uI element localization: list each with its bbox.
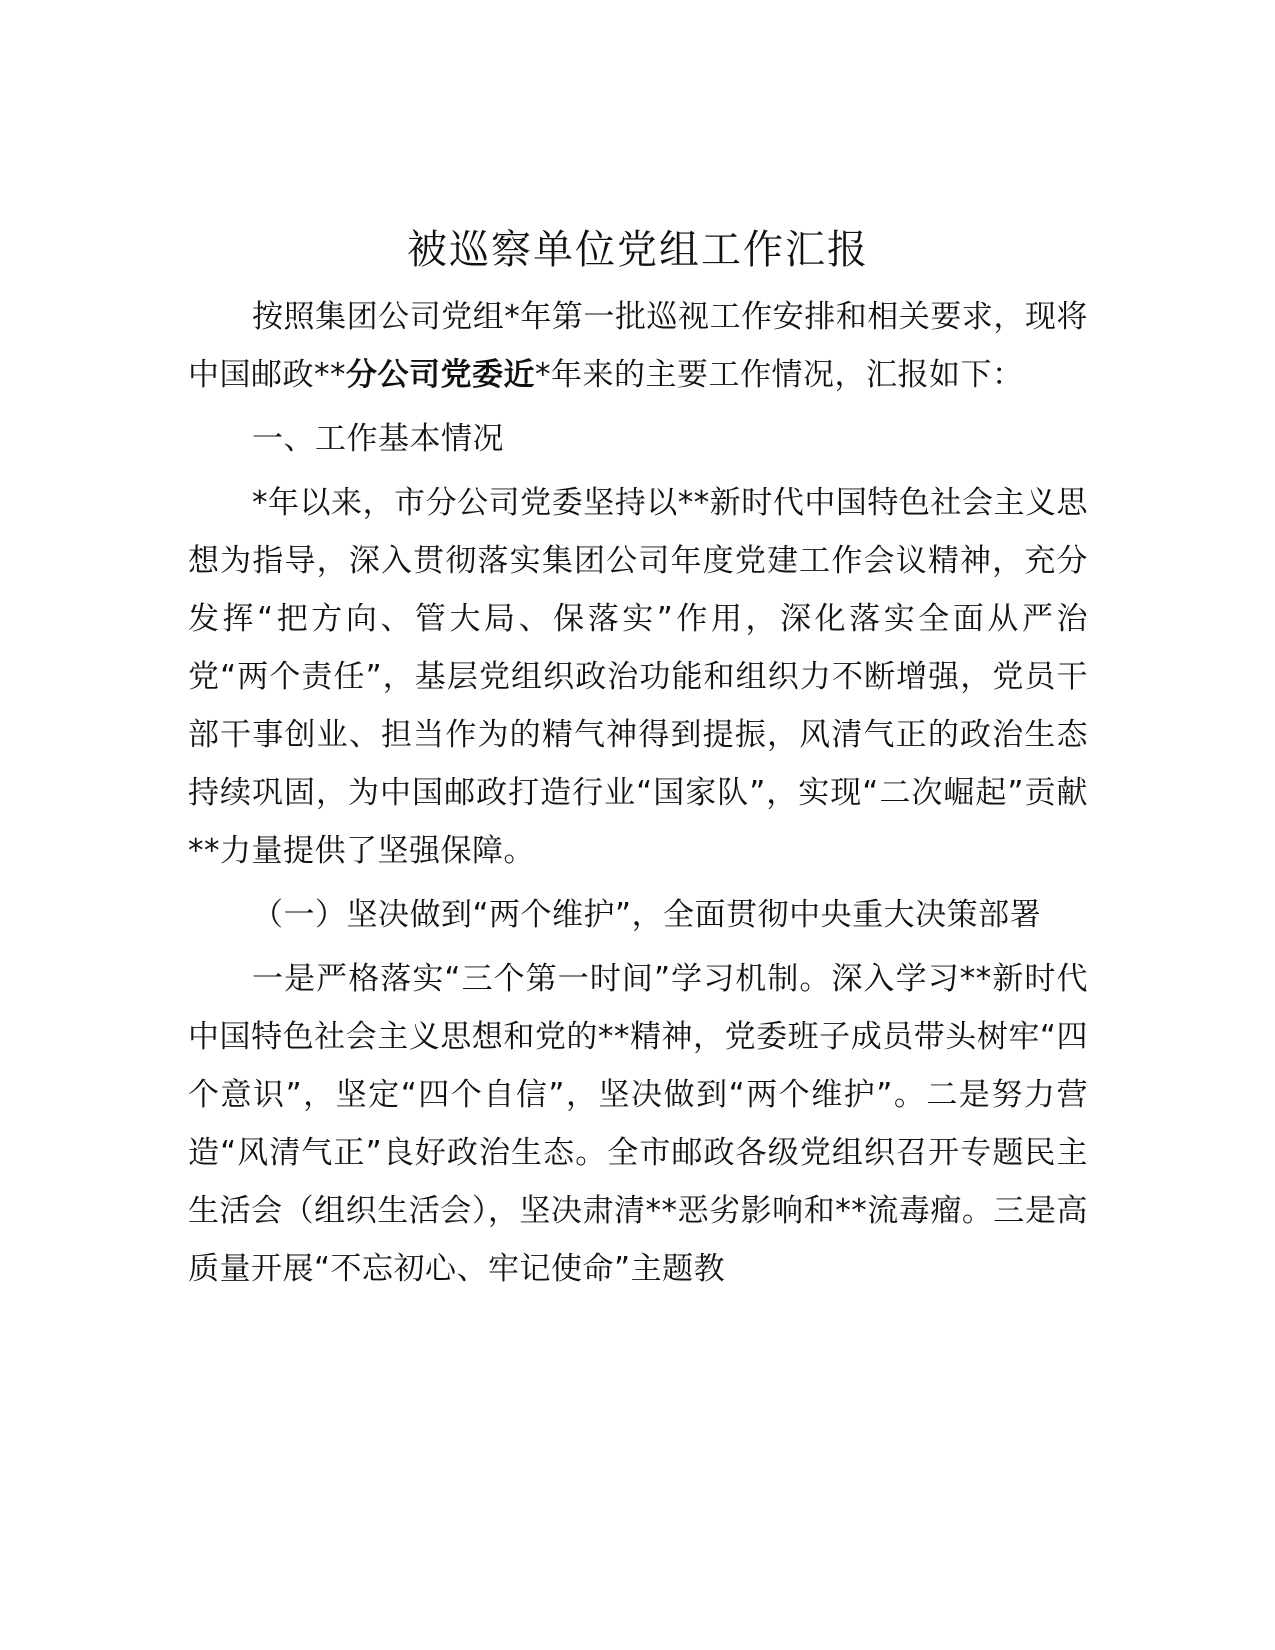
intro-text-bold: 分公司党委近 (346, 357, 535, 393)
section-paragraph: *年以来，市分公司党委坚持以**新时代中国特色社会主义思想为指导，深入贯彻落实集团公司年度党建工作会议精神，充分发挥“把方向、管大局、保落实”作用，深化落实全面从严治党“两个责任”，基层党组织政治功能和组织力不断增强，党员干部干事创业、担当作为的精气神得到提振，风清气正的政治生态持续巩固，为中国邮政打造行业“国家队”，实现“二次崛起”贡献**力量提供了坚强保障。 (188, 485, 1088, 869)
intro-text-part3: *年来的主要工作情况，汇报如下： (535, 357, 1024, 393)
document-title: 被巡察单位党组工作汇报 (407, 227, 869, 273)
subsection-heading: （一）坚决做到“两个维护”，全面贯彻中央重大决策部署 (252, 897, 1042, 933)
subsection-paragraph: 一是严格落实“三个第一时间”学习机制。深入学习**新时代中国特色社会主义思想和党的**精神，党委班子成员带头树牢“四个意识”，坚定“四个自信”，坚决做到“两个维护”。二是努力营造“风清气正”良好政治生态。全市邮政各级党组织召开专题民主生活会（组织生活会），坚决肃清**恶劣影响和**流毒瘤。三是高质量开展“不忘初心、牢记使命”主题教 (188, 961, 1088, 1287)
section-heading: 一、工作基本情况 (252, 421, 504, 457)
intro-text-part1: 按照集团公司党组*年第一批巡视工作安排和相关要求，现将中国邮政** (188, 299, 1088, 393)
intro-paragraph (188, 288, 1088, 404)
document-body (188, 222, 1088, 1304)
